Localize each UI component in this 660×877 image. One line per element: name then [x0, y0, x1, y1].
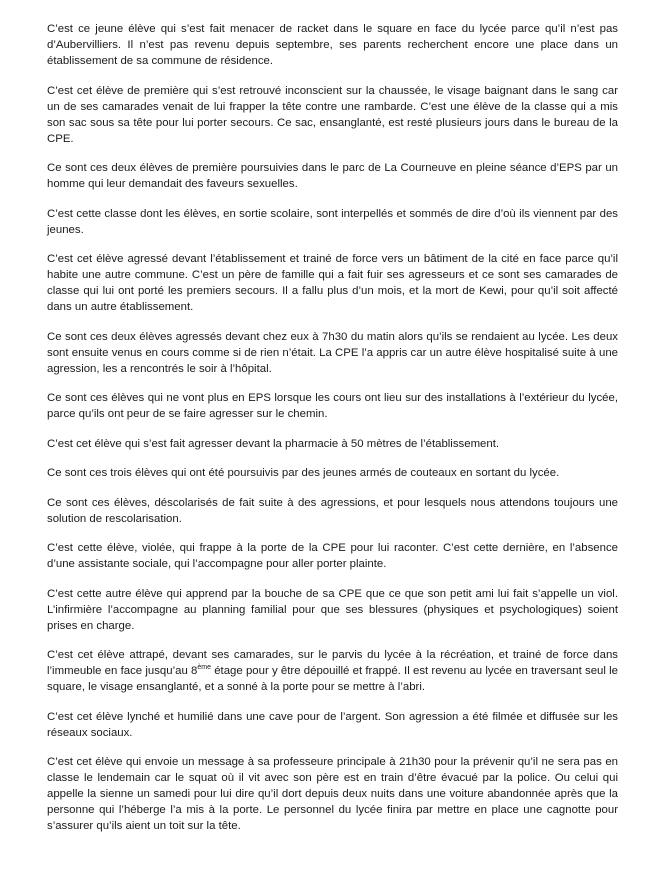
paragraph: C’est cet élève qui envoie un message à sa professeure principale à 21h30 pour la prévenir qu’il ne sera pas en classe le lendemain car le squat où il vit avec son père est en train d’être évacué par la police. Ou celui qui appelle la sienne un samedi pour lui dire qu’il dort depuis deux nuits dans une voiture abandonnée après que la personne qui l’héberge l’a mis à la porte. Le personnel du lycée finira par mettre en place une cagnotte pour s’assurer qu’ils aient un toit sur la tête. [47, 756, 618, 832]
paragraph: C’est cet élève de première qui s’est retrouvé inconscient sur la chaussée, le visage baignant dans le sang car un de ses camarades venait de lui frapper la tête contre une rambarde. C’est une élève de la classe qui a mis son sac sous sa tête pour lui porter secours. Ce sac, ensanglanté, est resté plusieurs jours dans le bureau de la CPE. [47, 84, 618, 145]
paragraph-text: C’est cet élève attrapé, devant ses camarades, sur le parvis du lycée à la récréation, et trainé de force dans l’immeuble en face jusqu’au 8 [47, 649, 618, 677]
paragraph: Ce sont ces deux élèves de première poursuivies dans le parc de La Courneuve en pleine séance d’EPS par un homme qui leur demandait des faveurs sexuelles. [47, 162, 618, 190]
document-body [47, 21, 618, 834]
paragraph: Ce sont ces élèves, déscolarisés de fait suite à des agressions, et pour lesquels nous attendons toujours une solution de rescolarisation. [47, 496, 618, 525]
superscript: ème [197, 664, 211, 671]
paragraph-with-superscript [47, 647, 618, 695]
paragraph: C’est cette classe dont les élèves, en sortie scolaire, sont interpellés et sommés de dire d’où ils viennent par des jeunes. [47, 207, 618, 236]
paragraph: Ce sont ces trois élèves qui ont été poursuivis par des jeunes armés de couteaux en sortant du lycée. [47, 467, 560, 479]
paragraph: C’est cette autre élève qui apprend par la bouche de sa CPE que ce que son petit ami lui fait s’appelle un viol. L’infirmière l’accompagne au planning familial pour que ses blessures (physiques et psychologiques) soient prises en charge. [47, 587, 618, 632]
paragraph: C’est cet élève qui s’est fait agresser devant la pharmacie à 50 mètres de l’établissement. [47, 437, 500, 450]
paragraph: Ce sont ces élèves qui ne vont plus en EPS lorsque les cours ont lieu sur des installations à l’extérieur du lycée, parce qu’ils ont peur de se faire agresser sur le chemin. [47, 392, 618, 420]
paragraph: C’est cette élève, violée, qui frappe à la porte de la CPE pour lui raconter. C’est cette dernière, en l’absence d’une assistante sociale, qui l’accompagne pour aller porter plainte. [47, 542, 618, 570]
paragraph: C’est cet élève lynché et humilié dans une cave pour de l’argent. Son agression a été filmée et diffusée sur les réseaux sociaux. [47, 710, 618, 739]
paragraph-text-tail: étage pour y être dépouillé et frappé. Il est revenu au lycée en traversant seul le square, le visage ensanglanté, et a sonné à la porte pour se mettre à l’abri. [47, 665, 618, 693]
paragraph: C’est cet élève agressé devant l’établissement et trainé de force vers un bâtiment de la cité en face parce qu’il habite une autre commune. C’est un père de famille qui a fait fuir ses agresseurs et ce sont ses camarades de classe qui lui ont porté les premiers secours. Il a fallu plus d’un mois, et la mort de Kewi, pour qu’il soit affecté dans un autre établissement. [47, 253, 618, 313]
paragraph: C’est ce jeune élève qui s’est fait menacer de racket dans le square en face du lycée parce qu’il n’est pas d’Aubervilliers. Il n’est pas revenu depuis septembre, ses parents recherchent encore une place dans un établissement de sa commune de résidence. [47, 23, 618, 67]
paragraph: Ce sont ces deux élèves agressés devant chez eux à 7h30 du matin alors qu’ils se rendaient au lycée. Les deux sont ensuite venus en cours comme si de rien n’était. La CPE l’a appris car un autre élève hospitalisé suite à une agression, les a rencontrés le soir à l’hôpital. [47, 330, 618, 375]
